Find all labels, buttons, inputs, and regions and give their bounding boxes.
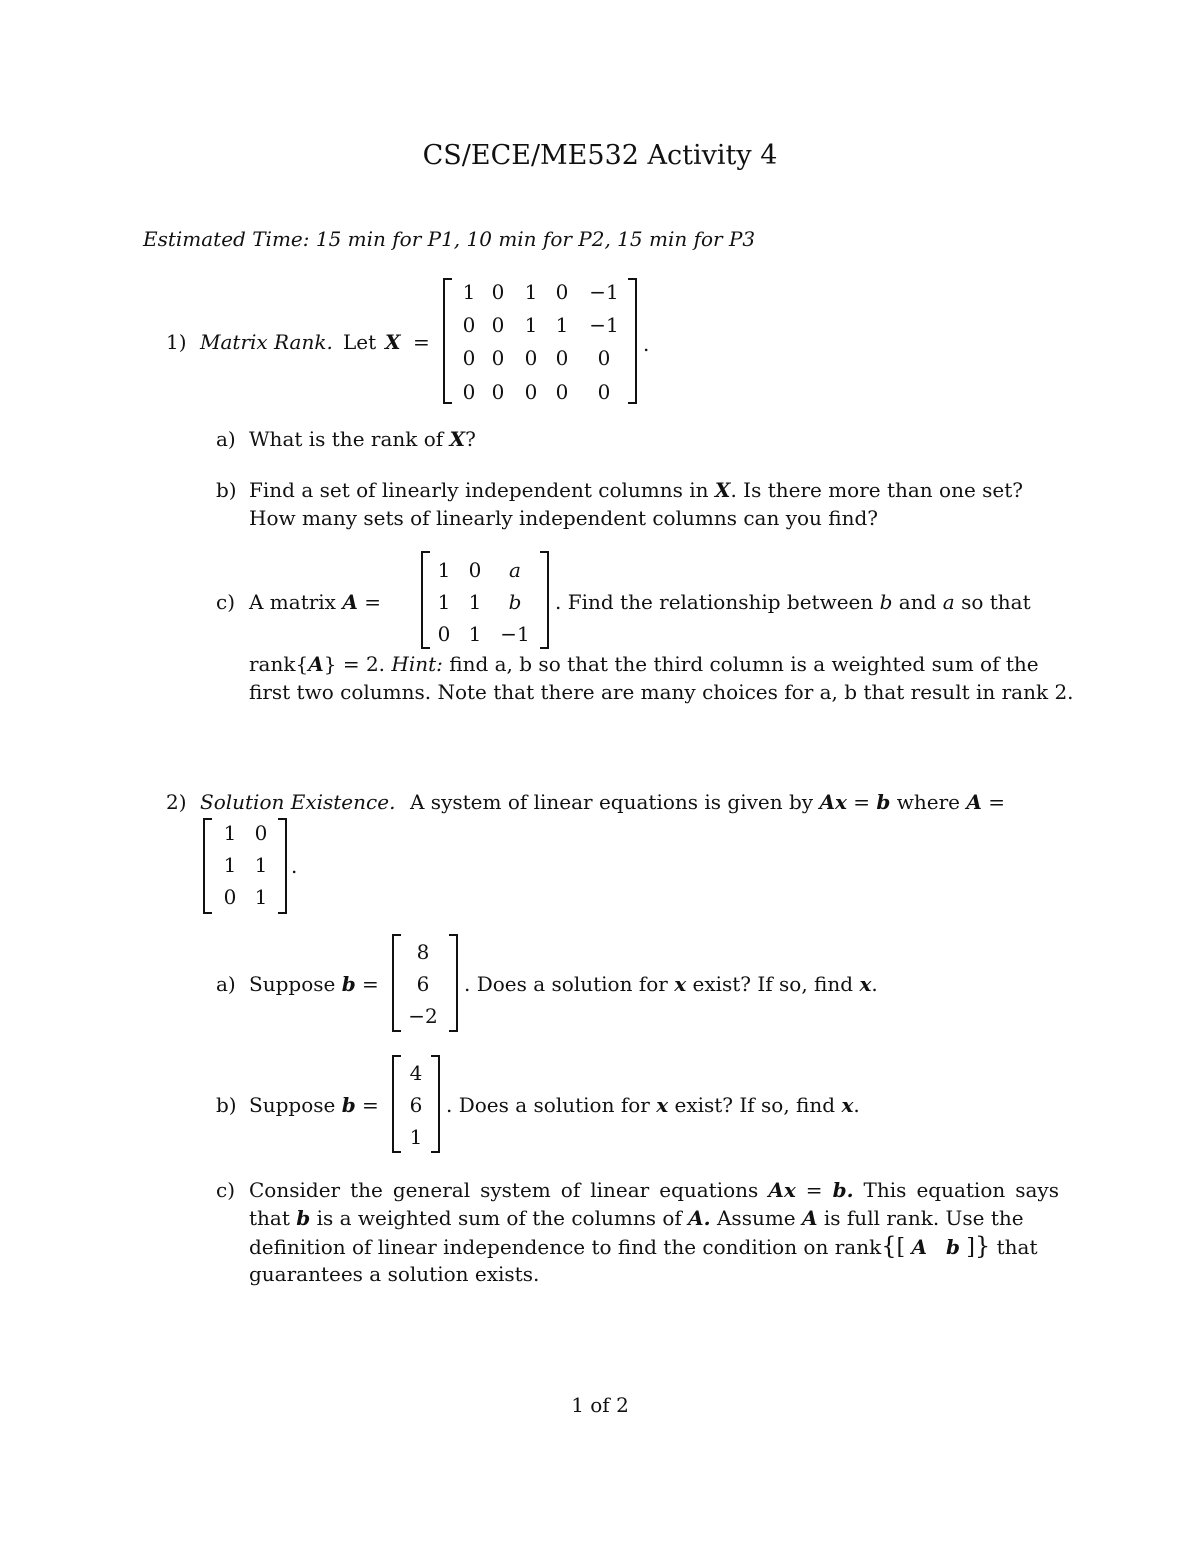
page-number: 1 of 2 — [571, 1393, 629, 1417]
p1-period: . — [643, 332, 650, 356]
matrix-cell: −1 — [500, 622, 530, 646]
p2b-pre: Suppose b = — [249, 1093, 379, 1117]
matrix-cell: 0 — [462, 346, 476, 370]
p2a-post: . Does a solution for x exist? If so, find x. — [464, 972, 878, 996]
p1a-label: a) — [216, 427, 236, 451]
matrix-cell: a — [509, 558, 521, 582]
matrix-cell: 1 — [524, 313, 538, 337]
p1a-text: What is the rank of X? — [249, 427, 476, 451]
matrix-cell: 0 — [491, 380, 505, 404]
matrix-cell: 0 — [223, 885, 237, 909]
matrix-cell: 0 — [462, 313, 476, 337]
p1c-label: c) — [216, 590, 236, 614]
p1-var-x: X — [385, 330, 401, 354]
p1c-pre: A matrix A = — [249, 590, 381, 614]
matrix-cell: 0 — [524, 380, 538, 404]
matrix-cell: −2 — [408, 1004, 438, 1028]
p2b-post: . Does a solution for x exist? If so, find x. — [446, 1093, 860, 1117]
matrix-cell: 1 — [437, 590, 451, 614]
p2c-line3: definition of linear independence to find the condition on rank{[ A b ]} that — [249, 1232, 1038, 1260]
p2-heading: Solution Existence. — [200, 790, 396, 814]
vector-b-b — [392, 1055, 440, 1153]
matrix-a-p2 — [203, 818, 287, 914]
p2c-line2: that b is a weighted sum of the columns of A. Assume A is full rank. Use the — [249, 1206, 1024, 1230]
p1c-line2: rank{A} = 2. Hint: find a, b so that the third column is a weighted sum of the — [249, 652, 1039, 676]
p1b-label: b) — [216, 478, 237, 502]
matrix-cell: 6 — [409, 1093, 423, 1117]
p2c-line4: guarantees a solution exists. — [249, 1262, 540, 1286]
p1-let: Let — [343, 330, 377, 354]
matrix-cell: 1 — [223, 853, 237, 877]
matrix-cell: 6 — [416, 972, 430, 996]
matrix-cell: 0 — [437, 622, 451, 646]
matrix-cell: 1 — [223, 821, 237, 845]
matrix-a-p1 — [421, 551, 549, 649]
matrix-cell: 1 — [254, 885, 268, 909]
p1b-line2: How many sets of linearly independent columns can you find? — [249, 506, 879, 530]
p1-heading: Matrix Rank. — [200, 330, 333, 354]
page-title: CS/ECE/ME532 Activity 4 — [422, 140, 778, 171]
matrix-cell: 1 — [254, 853, 268, 877]
matrix-cell: 8 — [416, 940, 430, 964]
p2c-label: c) — [216, 1178, 236, 1202]
p2c-line1: Consider the general system of linear equations Ax = b. This equation says — [249, 1178, 1059, 1202]
matrix-cell: 0 — [254, 821, 268, 845]
matrix-cell: 0 — [555, 280, 569, 304]
matrix-cell: 0 — [597, 346, 611, 370]
matrix-cell: 0 — [491, 313, 505, 337]
p2-intro: A system of linear equations is given by Ax = b where A = — [410, 790, 1005, 814]
matrix-cell: 1 — [555, 313, 569, 337]
matrix-cell: 4 — [409, 1061, 423, 1085]
matrix-cell: −1 — [589, 313, 619, 337]
p2a-label: a) — [216, 972, 236, 996]
matrix-cell: 0 — [491, 280, 505, 304]
matrix-cell: 1 — [468, 622, 482, 646]
matrix-cell: 0 — [597, 380, 611, 404]
matrix-cell: 1 — [468, 590, 482, 614]
vector-b-a — [392, 934, 458, 1032]
matrix-cell: 1 — [524, 280, 538, 304]
p1b-line1: Find a set of linearly independent columns in X. Is there more than one set? — [249, 478, 1024, 502]
matrix-cell: 0 — [468, 558, 482, 582]
matrix-x — [443, 278, 637, 404]
p2-number: 2) — [166, 790, 187, 814]
matrix-cell: 1 — [437, 558, 451, 582]
matrix-cell: b — [508, 590, 522, 614]
matrix-cell: −1 — [589, 280, 619, 304]
matrix-cell: 0 — [462, 380, 476, 404]
matrix-cell: 0 — [555, 346, 569, 370]
p2b-label: b) — [216, 1093, 237, 1117]
p1-eq: = — [413, 330, 430, 354]
matrix-cell: 0 — [491, 346, 505, 370]
matrix-cell: 1 — [462, 280, 476, 304]
p1-number: 1) — [166, 330, 187, 354]
p1c-line3: first two columns. Note that there are many choices for a, b that result in rank 2. — [249, 680, 1074, 704]
p2a-pre: Suppose b = — [249, 972, 379, 996]
matrix-cell: 0 — [524, 346, 538, 370]
p2-period: . — [291, 854, 298, 878]
matrix-cell: 1 — [409, 1125, 423, 1149]
matrix-cell: 0 — [555, 380, 569, 404]
p1c-post: . Find the relationship between b and a so that — [555, 590, 1031, 614]
estimated-time: Estimated Time: 15 min for P1, 10 min for P2, 15 min for P3 — [143, 227, 756, 251]
